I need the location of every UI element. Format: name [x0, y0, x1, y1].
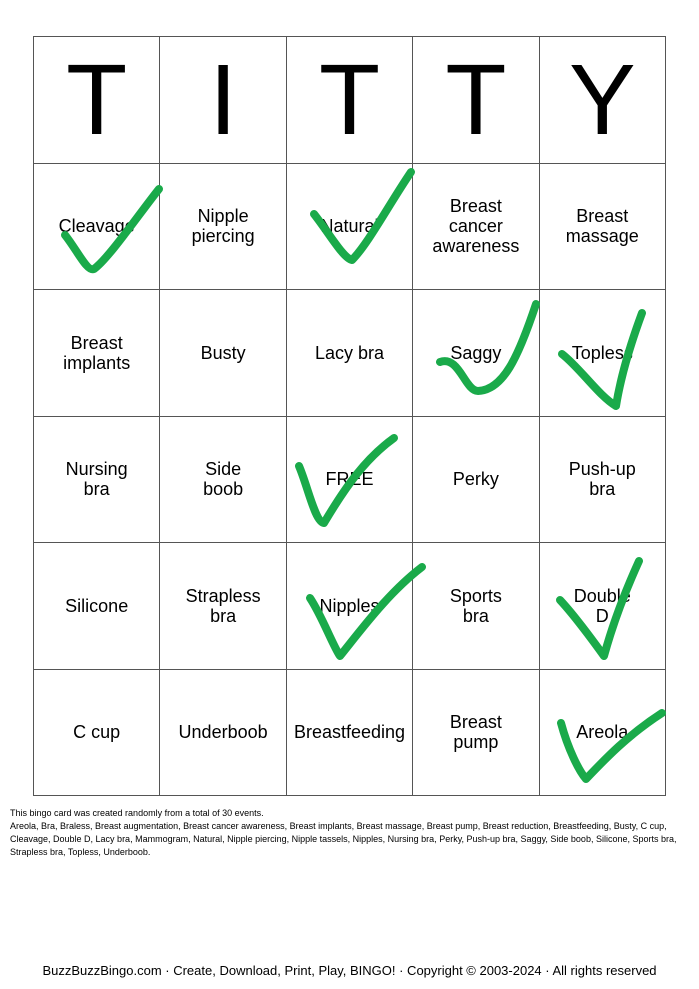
bingo-card: [33, 36, 666, 796]
bingo-square-areola[interactable]: [540, 670, 666, 797]
bingo-grid: [33, 36, 666, 796]
bingo-square-cleavage[interactable]: [34, 164, 160, 291]
square-label: Nipples: [319, 595, 380, 616]
bingo-square-natural[interactable]: [287, 164, 413, 291]
square-label: Sports bra: [449, 585, 502, 626]
bingo-square-underboob[interactable]: [160, 670, 286, 797]
header-letter-2: [160, 37, 286, 164]
square-label: Nursing bra: [65, 459, 128, 500]
bingo-square-sports-bra[interactable]: [413, 543, 539, 670]
square-label: Double D: [573, 585, 631, 626]
header-letter-3: [287, 37, 413, 164]
bingo-square-breast-implants[interactable]: [34, 290, 160, 417]
info-intro: This bingo card was created randomly from a total of 30 events.: [10, 808, 264, 818]
header-letter-4: [413, 37, 539, 164]
bingo-square-breast-pump[interactable]: [413, 670, 539, 797]
square-label: Lacy bra: [314, 342, 385, 363]
square-label: Areola: [576, 722, 629, 743]
bingo-square-breastfeeding[interactable]: [287, 670, 413, 797]
bingo-square-double-d[interactable]: [540, 543, 666, 670]
header-letter-text: I: [209, 43, 237, 156]
bingo-square-push-up-bra[interactable]: [540, 417, 666, 544]
square-label: Strapless bra: [185, 585, 261, 626]
square-label: FREE: [325, 469, 374, 490]
bingo-square-free[interactable]: [287, 417, 413, 544]
bingo-square-busty[interactable]: [160, 290, 286, 417]
bingo-square-side-boob[interactable]: [160, 417, 286, 544]
square-label: Breast cancer awareness: [432, 196, 520, 257]
header-letter-1: [34, 37, 160, 164]
info-events-list: Areola, Bra, Braless, Breast augmentation, Breast cancer awareness, Breast implants, Breast massage, Breast pump, Breast reduction, Breastfeeding, Busty, C cup, Cleavage, Double D, Lacy bra, Mammogram, Natural, Nipple piercing, Nipple tassels, Nipples, Nursing bra, Perky, Push-up bra, Saggy, Side boob, Silicone, Sports bra, Strapless bra, Topless, Underboob.: [10, 821, 677, 857]
card-info: [10, 807, 682, 859]
bingo-square-strapless-bra[interactable]: [160, 543, 286, 670]
square-label: C cup: [73, 722, 121, 743]
square-label: Underboob: [178, 722, 268, 743]
bingo-square-saggy[interactable]: [413, 290, 539, 417]
square-label: Saggy: [450, 342, 502, 363]
bingo-square-breast-massage[interactable]: [540, 164, 666, 291]
bingo-square-silicone[interactable]: [34, 543, 160, 670]
square-label: Silicone: [65, 595, 129, 616]
square-label: Natural: [320, 216, 379, 237]
footer-copyright: BuzzBuzzBingo.com · Create, Download, Print, Play, BINGO! · Copyright © 2003-2024 · All rights reserved: [42, 963, 657, 978]
square-label: Breast pump: [449, 712, 502, 753]
bingo-square-c-cup[interactable]: [34, 670, 160, 797]
square-label: Breast massage: [565, 206, 639, 247]
header-letter-text: T: [318, 43, 381, 156]
square-label: Perky: [452, 469, 499, 490]
bingo-square-nipples[interactable]: [287, 543, 413, 670]
header-letter-text: T: [66, 43, 128, 156]
square-label: Push-up bra: [568, 459, 636, 500]
bingo-square-topless[interactable]: [540, 290, 666, 417]
square-label: Nipple piercing: [191, 206, 255, 247]
header-letter-5: [540, 37, 666, 164]
square-label: Side boob: [203, 459, 244, 500]
bingo-square-nipple-piercing[interactable]: [160, 164, 286, 291]
square-label: Topless: [571, 342, 633, 363]
bingo-square-breast-cancer-awareness[interactable]: [413, 164, 539, 291]
square-label: Breastfeeding: [293, 722, 406, 743]
square-label: Busty: [200, 342, 246, 363]
bingo-square-lacy-bra[interactable]: [287, 290, 413, 417]
header-letter-text: Y: [568, 43, 636, 156]
square-label: Breast implants: [63, 332, 131, 373]
square-label: Cleavage: [58, 216, 135, 237]
header-letter-text: T: [445, 43, 507, 156]
bingo-square-perky[interactable]: [413, 417, 539, 544]
bingo-square-nursing-bra[interactable]: [34, 417, 160, 544]
